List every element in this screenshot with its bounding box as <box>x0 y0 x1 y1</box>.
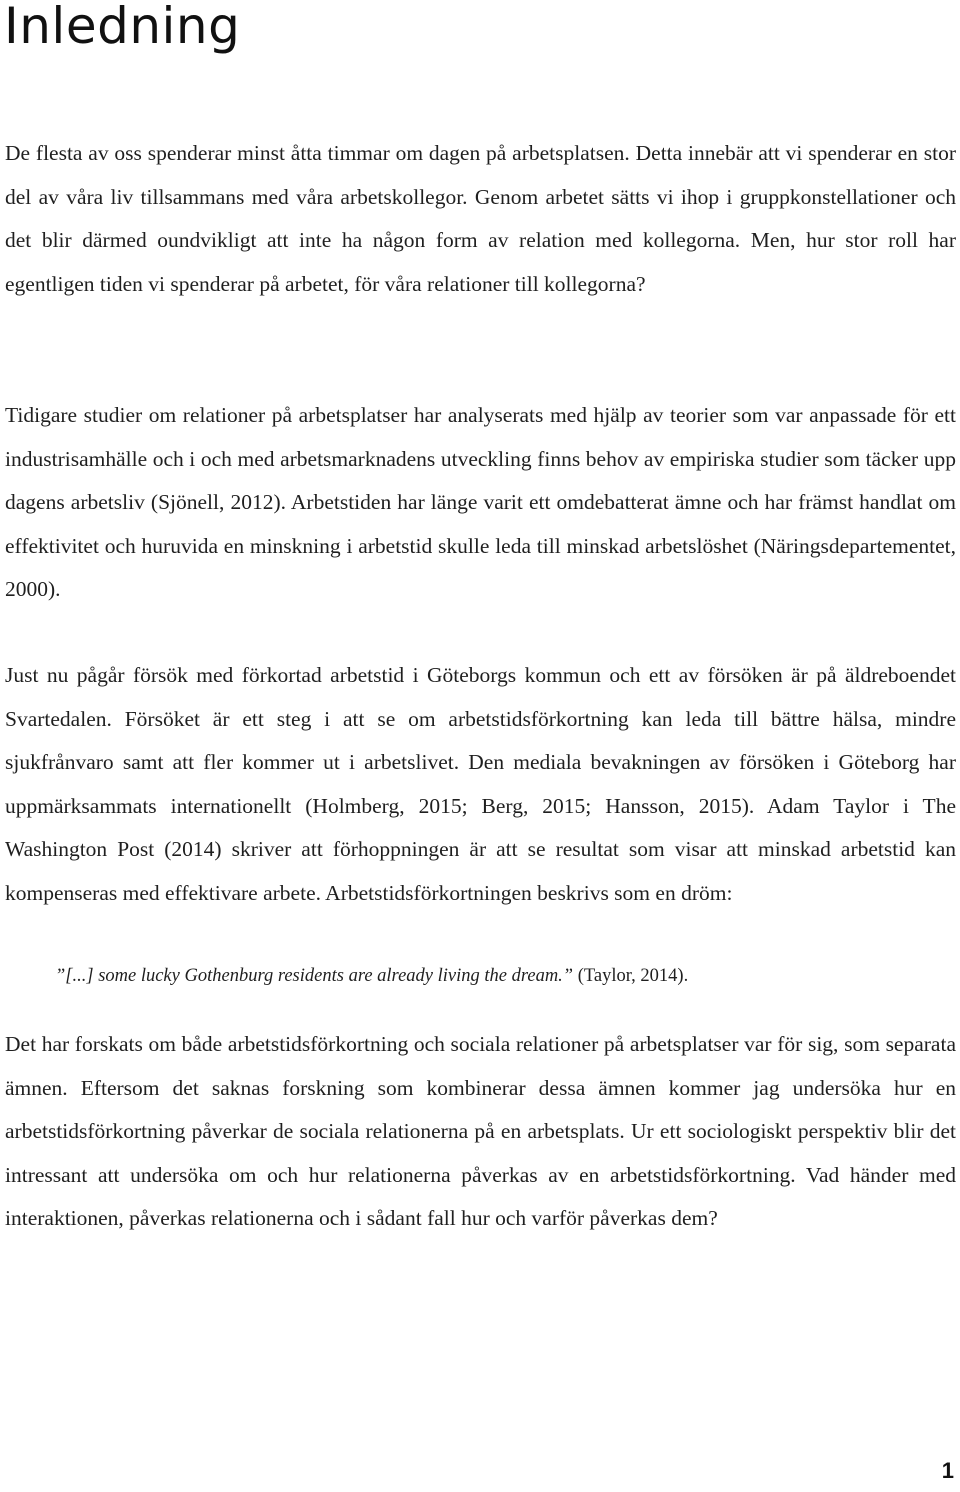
paragraph-previous-studies: Tidigare studier om relationer på arbetsplatser har analyserats med hjälp av teorier som var anpassade för ett industrisamhälle och i och med arbetsmarknadens utveckling finns behov av empiriska studier som täcker upp dagens arbetsliv (Sjönell, 2012). Arbetstiden har länge varit ett omdebatterat ämne och har främst handlat om effektivitet och huruvida en minskning i arbetstid skulle leda till minskad arbetslöshet (Näringsdepartementet, 2000). <box>5 403 956 602</box>
page-title: Inledning <box>4 0 241 55</box>
quote-citation: (Taylor, 2014). <box>577 966 689 986</box>
page-number: 1 <box>941 1458 954 1483</box>
quote-text: ”[...] some lucky Gothenburg residents are already living the dream.” <box>55 966 574 986</box>
paragraph-trial: Just nu pågår försök med förkortad arbetstid i Göteborgs kommun och ett av försöken är på äldreboendet Svartedalen. Försöket är ett steg i att se om arbetstidsförkortning kan leda till bättre hälsa, mindre sjukfrånvaro samt att fler kommer ut i arbetslivet. Den mediala bevakningen av försöken i Göteborg har uppmärksammats internationellt (Holmberg, 2015; Berg, 2015; Hansson, 2015). Adam Taylor i The Washington Post (2014) skriver att förhoppningen är att se resultat som visar att minskad arbetstid kan kompenseras med effektivare arbete. Arbetstidsförkortningen beskrivs som en dröm: <box>5 663 956 905</box>
paragraph-intro: De flesta av oss spenderar minst åtta timmar om dagen på arbetsplatsen. Detta innebär att vi spenderar en stor del av våra liv tillsammans med våra arbetskollegor. Genom arbetet sätts vi ihop i gruppkonstellationer och det blir därmed oundvikligt att inte ha någon form av relation med kollegorna. Men, hur stor roll har egentligen tiden vi spenderar på arbetet, för våra relationer till kollegorna? <box>5 141 956 296</box>
paragraph-research-aim: Det har forskats om både arbetstidsförkortning och sociala relationer på arbetsplatser var för sig, som separata ämnen. Eftersom det saknas forskning som kombinerar dessa ämnen kommer jag undersöka hur en arbetstidsförkortning påverkar de sociala relationerna på en arbetsplats. Ur ett sociologiskt perspektiv blir det intressant att undersöka om och hur relationerna påverkas av en arbetstidsförkortning. Vad händer med interaktionen, påverkas relationerna och i sådant fall hur och varför påverkas dem? <box>5 1032 956 1231</box>
block-quote <box>55 962 688 990</box>
